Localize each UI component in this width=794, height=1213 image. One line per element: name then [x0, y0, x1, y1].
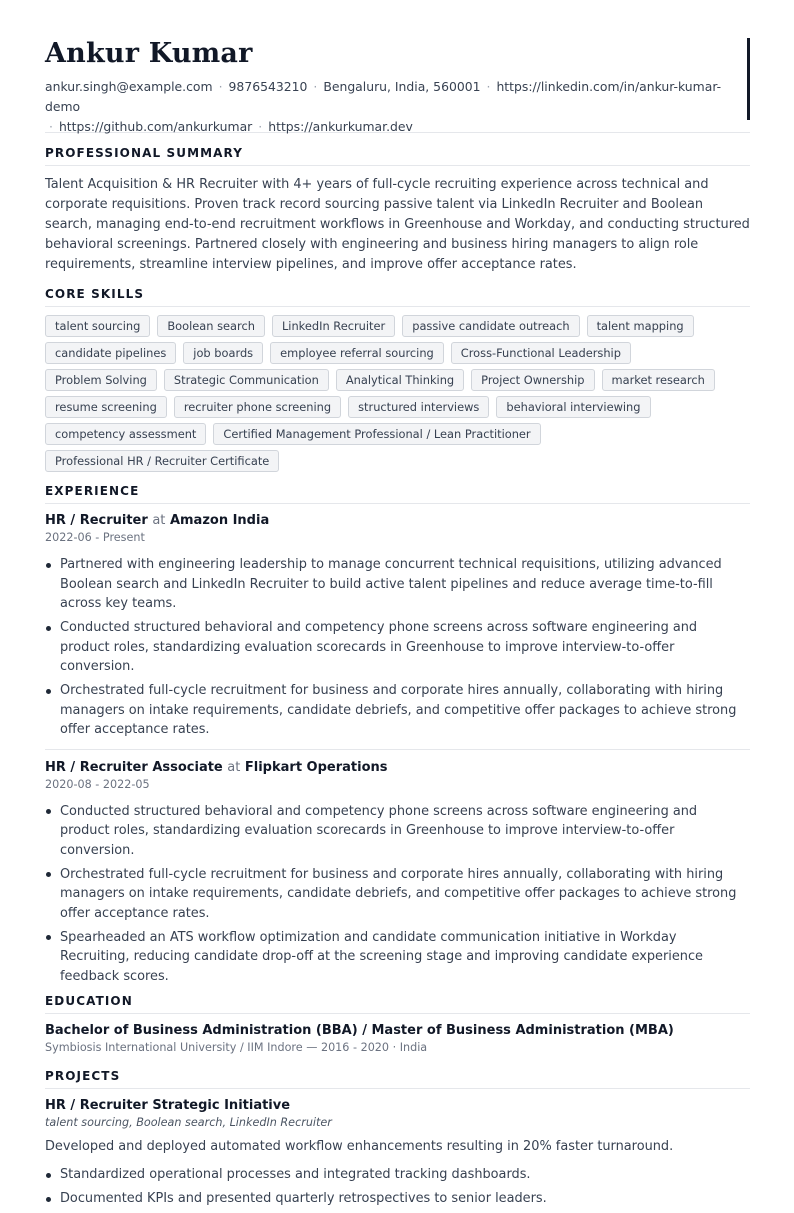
skill-chip: structured interviews [348, 396, 489, 418]
separator: · [313, 79, 318, 94]
project-bullet: Standardized operational processes and integrated tracking dashboards. [45, 1165, 750, 1185]
skill-chip: Professional HR / Recruiter Certificate [45, 450, 279, 472]
section-title-projects: PROJECTS [45, 1069, 750, 1089]
skill-chip: Project Ownership [471, 369, 594, 391]
section-title-skills: CORE SKILLS [45, 287, 750, 307]
summary-text: Talent Acquisition & HR Recruiter with 4+ years of full-cycle recruiting experience across technical and corporate requisitions. Proven track record sourcing passive talent via LinkedIn Recruiter and Boolean search, managing end-to-end recruitment workflows in Greenhouse and Workday, and conducting structured behavioral screenings. Partnered closely with engineering and business hiring managers to align role requirements, streamline interview pipelines, and improve offer acceptance rates. [45, 177, 750, 272]
job-company: Amazon India [169, 513, 270, 528]
at-word: at [152, 513, 166, 528]
skill-chip: competency assessment [45, 423, 206, 445]
skill-chip: candidate pipelines [45, 342, 176, 364]
skills-section [45, 287, 750, 472]
skill-chip: Boolean search [157, 315, 265, 337]
job-bullet: Partnered with engineering leadership to manage concurrent technical requisitions, utilizing advanced Boolean search and LinkedIn Recruiter to build active talent pipelines and reduce average time-to-fill across key teams. [45, 555, 750, 614]
linkedin-link[interactable]: https://linkedin.com/in/ankur-kumar-demo [45, 79, 722, 114]
job-dates: 2020-08 - 2022-05 [45, 777, 150, 791]
skill-chip: behavioral interviewing [496, 396, 650, 418]
skill-chip: job boards [183, 342, 263, 364]
resume-header [45, 0, 750, 133]
project-description: Developed and deployed automated workflow enhancements resulting in 20% faster turnaround. [45, 1139, 674, 1154]
section-title-experience: EXPERIENCE [45, 484, 750, 504]
phone-number: 9876543210 [228, 79, 308, 94]
website-link[interactable]: https://ankurkumar.dev [268, 119, 413, 134]
project-bullet: Documented KPIs and presented quarterly retrospectives to senior leaders. [45, 1189, 750, 1209]
skill-chip: Strategic Communication [164, 369, 329, 391]
skill-chip: recruiter phone screening [174, 396, 341, 418]
job-role: HR / Recruiter [45, 513, 148, 528]
header-accent-bar [747, 38, 750, 120]
job-bullet: Conducted structured behavioral and competency phone screens across software engineering and product roles, standardizing evaluation scorecards in Greenhouse to improve interview-to-offer conversion. [45, 618, 750, 677]
skill-chip: employee referral sourcing [270, 342, 444, 364]
separator: · [486, 79, 491, 94]
skill-chip: market research [602, 369, 715, 391]
project-tech: talent sourcing, Boolean search, LinkedIn Recruiter [45, 1116, 332, 1129]
experience-section [45, 484, 750, 986]
education-degree: Bachelor of Business Administration (BBA) / Master of Business Administration (MBA) [45, 1023, 674, 1038]
job-bullet: Orchestrated full-cycle recruitment for business and corporate hires annually, collaborating with hiring managers on intake requirements, candidate debriefs, and competitive offer packages to achieve strong offer acceptance rates. [45, 681, 750, 740]
skill-chip: resume screening [45, 396, 167, 418]
skill-chip: passive candidate outreach [402, 315, 579, 337]
project-bullets [45, 1165, 750, 1209]
education-section [45, 994, 750, 1056]
job-heading [45, 512, 750, 530]
job-role: HR / Recruiter Associate [45, 759, 223, 775]
separator: · [258, 119, 263, 134]
skill-chip: Cross-Functional Leadership [451, 342, 631, 364]
projects-section [45, 1069, 750, 1209]
job-bullets [45, 555, 750, 740]
job-heading [45, 759, 750, 777]
summary-section [45, 146, 750, 275]
separator: · [49, 119, 53, 134]
job-bullet: Conducted structured behavioral and competency phone screens across software engineering and product roles, standardizing evaluation scorecards in Greenhouse to improve interview-to-offer conversion. [45, 802, 750, 861]
skills-list [45, 315, 735, 472]
github-link[interactable]: https://github.com/ankurkumar [58, 119, 253, 134]
email-link[interactable]: ankur.singh@example.com [45, 79, 213, 94]
skill-chip: talent mapping [587, 315, 694, 337]
skill-chip: talent sourcing [45, 315, 150, 337]
skill-chip: LinkedIn Recruiter [272, 315, 395, 337]
skill-chip: Certified Management Professional / Lean Practitioner [213, 423, 540, 445]
job-company: Flipkart Operations [244, 759, 388, 775]
job-bullets [45, 802, 750, 987]
candidate-name: Ankur Kumar [45, 38, 253, 69]
section-title-summary: PROFESSIONAL SUMMARY [45, 146, 750, 166]
job-bullet: Orchestrated full-cycle recruitment for business and corporate hires annually, collaborating with hiring managers on intake requirements, candidate debriefs, and competitive offer packages to achieve strong offer acceptance rates. [45, 865, 750, 924]
job-dates: 2022-06 - Present [45, 531, 145, 544]
section-title-education: EDUCATION [45, 994, 750, 1014]
job-entry [45, 512, 750, 740]
job-entry [45, 749, 750, 987]
job-bullet: Spearheaded an ATS workflow optimization and candidate communication initiative in Workday Recruiting, reducing candidate drop-off at the screening stage and improving candidate experience feedback scores. [45, 928, 750, 987]
education-meta: Symbiosis International University / IIM Indore — 2016 - 2020 · India [45, 1041, 428, 1054]
location: Bengaluru, India, 560001 [323, 79, 481, 94]
separator: · [218, 79, 223, 94]
contact-info [45, 77, 725, 137]
skill-chip: Analytical Thinking [336, 369, 464, 391]
resume-page [45, 0, 750, 1213]
at-word: at [227, 759, 241, 775]
project-name: HR / Recruiter Strategic Initiative [45, 1098, 291, 1113]
skill-chip: Problem Solving [45, 369, 157, 391]
